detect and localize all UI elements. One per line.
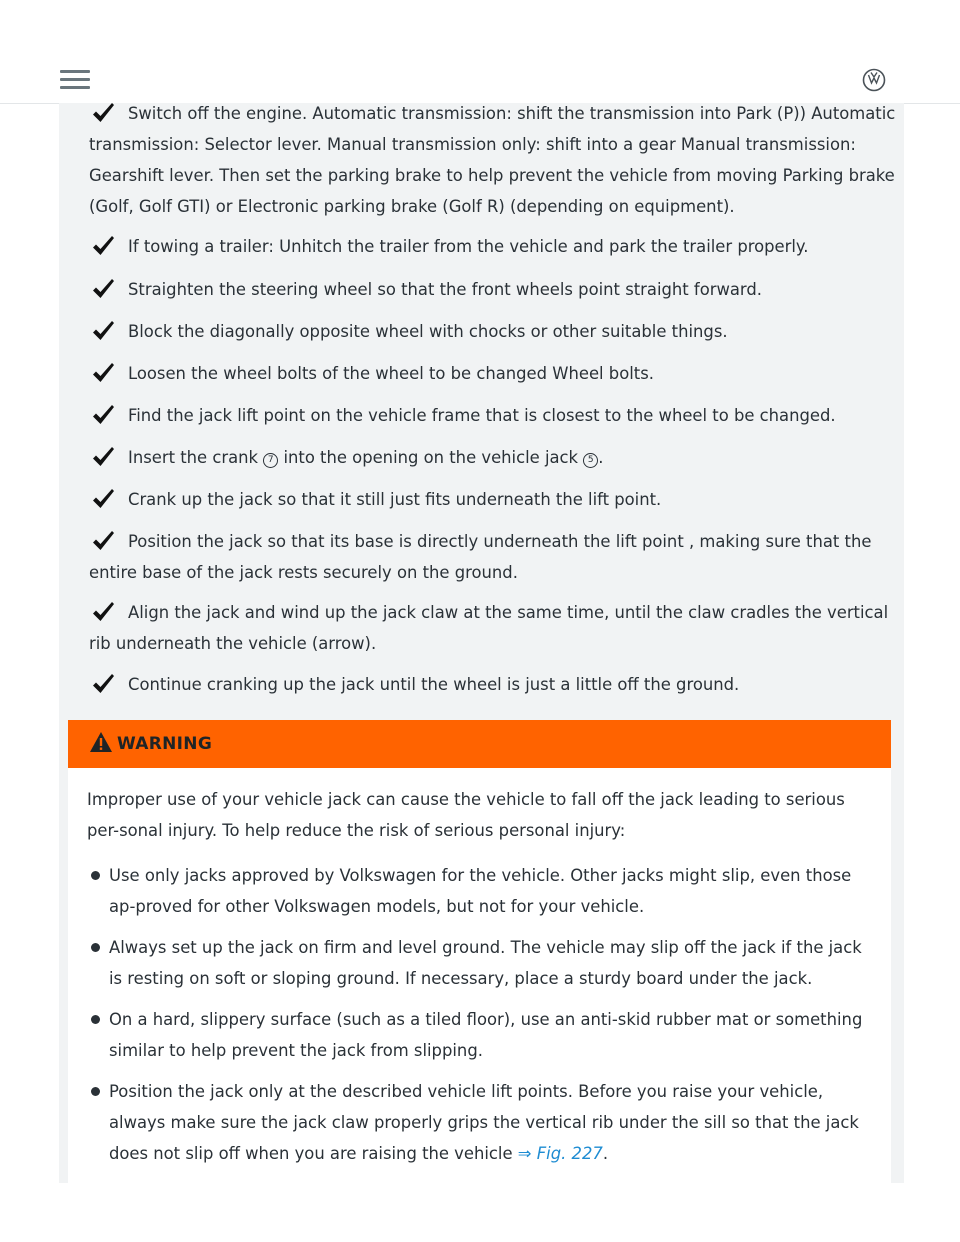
checkmark-icon	[91, 318, 115, 342]
step-item	[89, 358, 897, 389]
hamburger-menu-icon[interactable]	[60, 70, 90, 90]
step-item	[89, 442, 897, 473]
step-text: Crank up the jack so that it still just fits underneath the lift point.	[128, 490, 662, 509]
step-item	[89, 526, 897, 588]
warning-triangle-icon	[89, 731, 113, 753]
checkmark-icon	[91, 528, 115, 552]
callout-number: 7	[263, 453, 278, 468]
warning-bullet	[109, 932, 877, 994]
warning-bullet	[109, 1076, 877, 1169]
checkmark-icon	[91, 402, 115, 426]
step-item	[89, 316, 897, 347]
checkmark-icon	[91, 276, 115, 300]
warning-title: WARNING	[117, 734, 213, 754]
bullet-dot	[91, 943, 100, 952]
instruction-content	[59, 103, 904, 1183]
checkmark-icon	[91, 486, 115, 510]
checkmark-icon	[91, 599, 115, 623]
step-item	[89, 98, 897, 222]
step-text: Position the jack so that its base is directly underneath the lift point , making sure that the entire base of the jack rests securely on the ground.	[89, 532, 872, 582]
bullet-text: Position the jack only at the described vehicle lift points. Before you raise your vehicle, always make sure the jack claw properly grips the vertical rib under the sill so that the jack does not slip off when you are raising the vehicle	[109, 1082, 859, 1163]
step-text: Straighten the steering wheel so that the front wheels point straight forward.	[128, 280, 762, 299]
step-item	[89, 231, 897, 262]
bullet-dot	[91, 1015, 100, 1024]
bullet-dot	[91, 1087, 100, 1096]
step-text: Find the jack lift point on the vehicle frame that is closest to the wheel to be changed.	[128, 406, 836, 425]
step-text: If towing a trailer: Unhitch the trailer from the vehicle and park the trailer properly.	[128, 237, 809, 256]
step-text: Continue cranking up the jack until the wheel is just a little off the ground.	[128, 675, 740, 694]
step-item	[89, 274, 897, 305]
checkmark-icon	[91, 233, 115, 257]
step-text: Loosen the wheel bolts of the wheel to be changed Wheel bolts.	[128, 364, 654, 383]
figure-link[interactable]: ⇒ Fig. 227	[517, 1144, 603, 1163]
checkmark-icon	[91, 100, 115, 124]
step-text: Insert the crank	[128, 448, 259, 467]
warning-intro: Improper use of your vehicle jack can cause the vehicle to fall off the jack leading to serious per-sonal injury. To help reduce the risk of serious personal injury:	[87, 790, 845, 840]
checkmark-icon	[91, 360, 115, 384]
checkmark-icon	[91, 671, 115, 695]
callout-number: 5	[583, 453, 598, 468]
warning-box	[68, 720, 891, 1183]
step-item	[89, 484, 897, 515]
step-item	[89, 400, 897, 431]
step-text: into the opening on the vehicle jack	[283, 448, 579, 467]
top-bar	[0, 0, 960, 104]
step-text: Align the jack and wind up the jack claw at the same time, until the claw cradles the vertical rib underneath the vehicle (arrow).	[89, 603, 889, 653]
bullet-dot	[91, 871, 100, 880]
checkmark-icon	[91, 444, 115, 468]
bullet-text: On a hard, slippery surface (such as a tiled floor), use an anti-skid rubber mat or something similar to help prevent the jack from slipping.	[109, 1010, 863, 1060]
vw-logo-icon[interactable]	[862, 68, 886, 92]
step-item	[89, 669, 897, 700]
bullet-text: Always set up the jack on firm and level ground. The vehicle may slip off the jack if the jack is resting on soft or sloping ground. If necessary, place a sturdy board under the jack.	[109, 938, 862, 988]
warning-bullet	[109, 860, 877, 922]
step-text: Switch off the engine. Automatic transmission: shift the transmission into Park (P)) Automatic transmission: Selector lever. Manual transmission only: shift into a gear Manual transmission: Gearshift lever. Then set the parking brake to help prevent the vehicle from moving Parking brake (Golf, Golf GTI) or Electronic parking brake (Golf R) (depending on equipment).	[89, 104, 896, 216]
warning-header	[68, 720, 891, 768]
bullet-text: .	[602, 1144, 609, 1163]
step-text: .	[598, 448, 604, 467]
step-text: Block the diagonally opposite wheel with chocks or other suitable things.	[128, 322, 728, 341]
warning-bullet	[109, 1004, 877, 1066]
step-item	[89, 597, 897, 659]
bullet-text: Use only jacks approved by Volkswagen for the vehicle. Other jacks might slip, even those ap-proved for other Volkswagen models, but not for your vehicle.	[109, 866, 852, 916]
